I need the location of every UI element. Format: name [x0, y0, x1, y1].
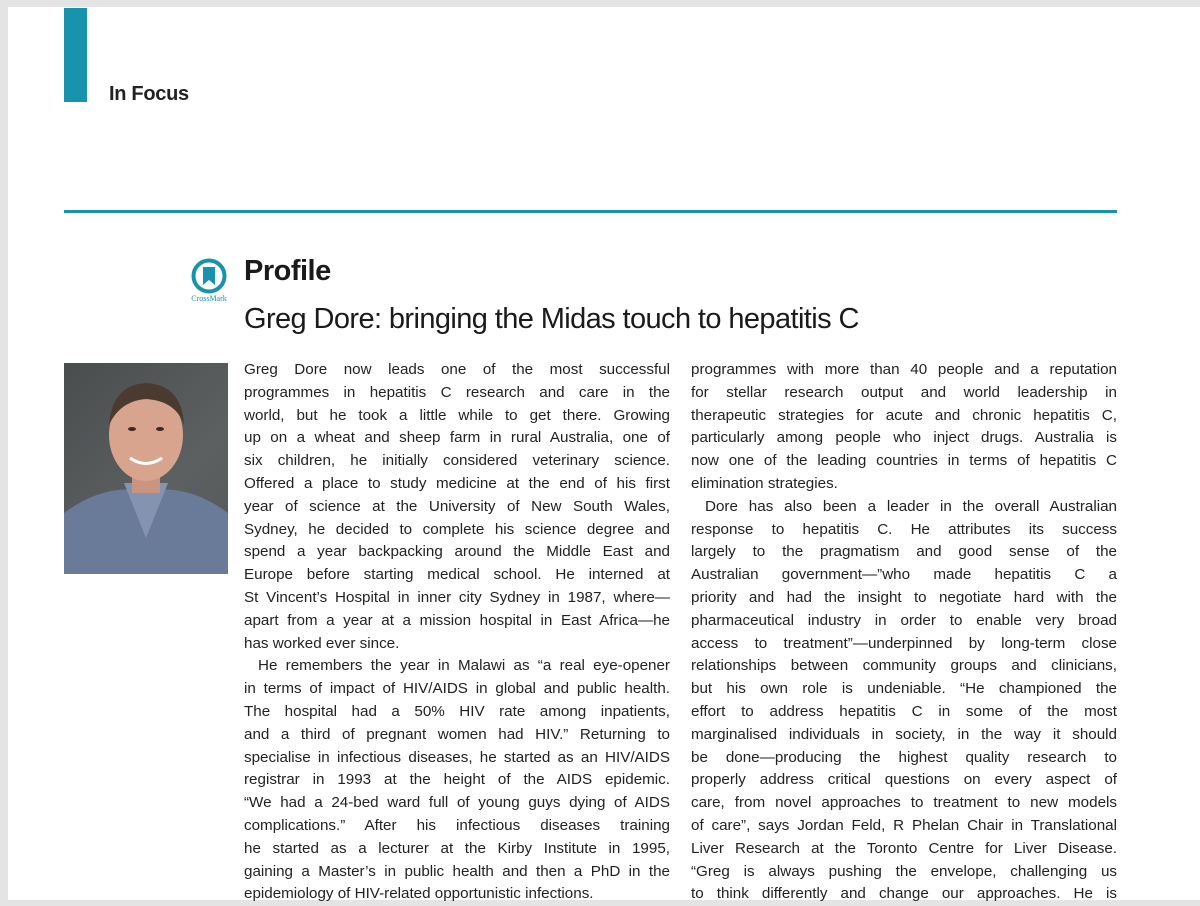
text-line: Liver Research at the Toronto Centre for Liver Disease.	[691, 839, 1117, 857]
text-line: “We had a 24-bed ward full of young guys dying of AIDS	[244, 794, 670, 812]
text-line: apart from a year at a mission hospital in East Africa—he	[244, 611, 670, 629]
text-line: properly address critical questions on every aspect of	[691, 771, 1117, 789]
text-line: therapeutic strategies for acute and chronic hepatitis C,	[691, 406, 1117, 424]
text-line: Greg Dore now leads one of the most successful	[244, 361, 670, 378]
text-line: effort to address hepatitis C in some of the most	[691, 702, 1117, 720]
text-line: largely to the pragmatism and good sense of the	[691, 543, 1117, 561]
text-line: complications.” After his infectious diseases training	[244, 816, 670, 834]
text-line: Europe before starting medical school. He interned at	[244, 566, 670, 584]
text-line: world, but he took a little while to get there. Growing	[244, 406, 670, 424]
text-line: care, from novel approaches to treatment to new models	[691, 794, 1117, 812]
text-line: for stellar research output and world leadership in	[691, 383, 1117, 401]
text-line: six children, he initially considered veterinary science.	[244, 452, 670, 470]
text-line: has worked ever since.	[244, 634, 400, 652]
text-line: “Greg is always pushing the envelope, challenging us	[691, 862, 1117, 880]
crossmark-badge[interactable]	[188, 258, 230, 308]
text-line: gaining a Master’s in public health and then a PhD in the	[244, 862, 670, 880]
text-line: up on a wheat and sheep farm in rural Australia, one of	[244, 429, 670, 447]
text-line: Offered a place to study medicine at the end of his first	[244, 474, 670, 492]
text-line: pharmaceutical industry in order to enable very broad	[691, 611, 1117, 629]
text-line: year of science at the University of New South Wales,	[244, 497, 670, 515]
article-kicker: Profile	[244, 255, 331, 287]
text-line: elimination strategies.	[691, 474, 838, 492]
body-column-right	[691, 359, 1117, 906]
header-divider	[64, 210, 1117, 213]
body-column-left	[244, 359, 670, 906]
text-line: be done—producing the highest quality research to	[691, 748, 1117, 766]
text-line: specialise in infectious diseases, he started as an HIV/AIDS	[244, 748, 670, 766]
text-line: he started as a lecturer at the Kirby Institute in 1995,	[244, 839, 670, 857]
portrait-photo	[64, 363, 228, 574]
text-line: The hospital had a 50% HIV rate among inpatients,	[244, 702, 670, 720]
text-line: epidemiology of HIV-related opportunistic infections.	[244, 885, 594, 903]
text-line: particularly among people who inject drugs. Australia is	[691, 429, 1117, 447]
text-line: and a third of pregnant women had HIV.” Returning to	[244, 725, 670, 743]
text-line: programmes in hepatitis C research and care in the	[244, 383, 670, 401]
text-line: He remembers the year in Malawi as “a real eye-opener	[258, 657, 670, 675]
text-line: programmes with more than 40 people and a reputation	[691, 361, 1117, 378]
text-line: relationships between community groups and clinicians,	[691, 657, 1117, 675]
crossmark-icon	[188, 258, 230, 294]
text-line: of care”, says Jordan Feld, R Phelan Chair in Translational	[691, 816, 1117, 834]
section-label: In Focus	[109, 83, 189, 105]
text-line: now one of the leading countries in terms of hepatitis C	[691, 452, 1117, 470]
text-line: registrar in 1993 at the height of the AIDS epidemic.	[244, 771, 670, 789]
text-line: Australian government—”who made hepatitis C a	[691, 566, 1117, 584]
document-page	[8, 7, 1200, 903]
text-line: to think differently and change our approaches. He is	[691, 885, 1117, 903]
text-line: marginalised individuals in society, in the way it should	[691, 725, 1117, 743]
text-line: but his own role is undeniable. “He championed the	[691, 680, 1117, 698]
text-line: Sydney, he decided to complete his science degree and	[244, 520, 670, 538]
crossmark-label: CrossMark	[191, 294, 227, 303]
text-line: response to hepatitis C. He attributes its success	[691, 520, 1117, 538]
article-title: Greg Dore: bringing the Midas touch to hepatitis C	[244, 303, 859, 335]
text-line: St Vincent’s Hospital in inner city Sydney in 1987, where—	[244, 588, 670, 606]
section-color-bar	[64, 8, 87, 102]
text-line: Dore has also been a leader in the overall Australian	[705, 497, 1117, 515]
text-line: priority and had the insight to negotiate hard with the	[691, 588, 1117, 606]
text-line: spend a year backpacking around the Middle East and	[244, 543, 670, 561]
text-line: in terms of impact of HIV/AIDS in global and public health.	[244, 680, 670, 698]
text-line: access to treatment”—underpinned by long-term close	[691, 634, 1117, 652]
